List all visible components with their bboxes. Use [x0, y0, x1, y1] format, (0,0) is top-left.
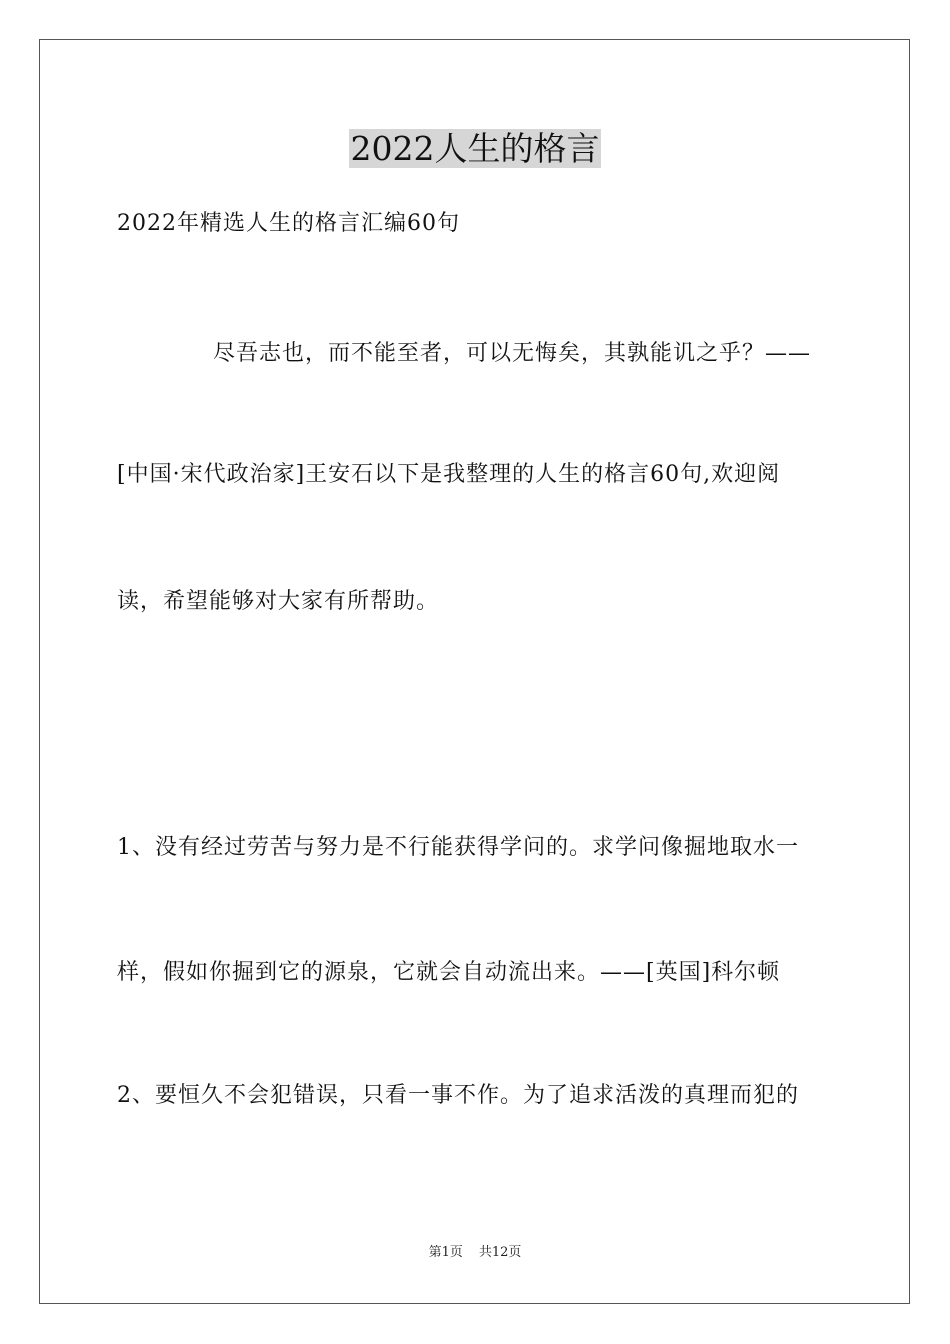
paragraph-line-3: 读，希望能够对大家有所帮助。 [117, 589, 440, 614]
document-title-text: 2022人生的格言 [350, 129, 600, 168]
paragraph-line-5: 样，假如你掘到它的源泉，它就会自动流出来。——[英国]科尔顿 [117, 960, 781, 985]
page-footer [0, 1244, 950, 1262]
paragraph-line-6: 2、要恒久不会犯错误，只看一事不作。为了追求活泼的真理而犯的 [117, 1083, 799, 1108]
paragraph-line-4: 1、没有经过劳苦与努力是不行能获得学问的。求学问像掘地取水一 [117, 835, 799, 860]
document-subtitle: 2022年精选人生的格言汇编60句 [117, 211, 460, 236]
document-title [0, 126, 950, 172]
page-total: 共12页 [478, 1245, 522, 1260]
page-number: 第1页 [428, 1245, 463, 1260]
paragraph-line-2: [中国·宋代政治家]王安石以下是我整理的人生的格言60句,欢迎阅 [117, 462, 781, 487]
paragraph-line-1: 尽吾志也，而不能至者，可以无悔矣，其孰能讥之乎？—— [213, 341, 812, 366]
